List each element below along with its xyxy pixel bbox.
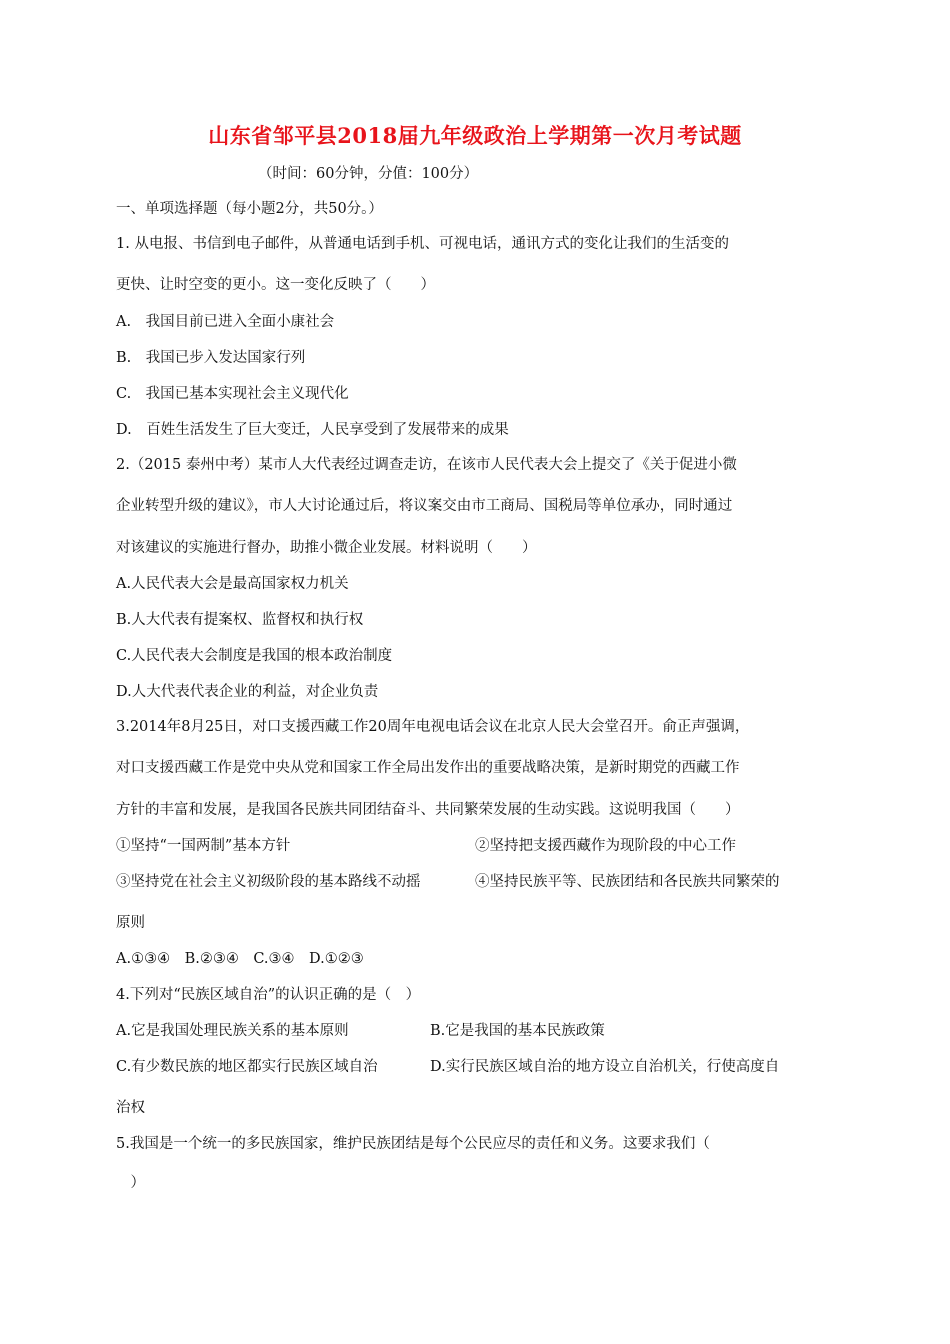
q3-answer-options: A.①③④ B.②③④ C.③④ D.①②③ <box>116 951 364 967</box>
q4-stem: 4.下列对“民族区域自治”的认识正确的是（ ） <box>116 987 421 1003</box>
q3-statement-2: ②坚持把支援西藏作为现阶段的中心工作 <box>475 838 736 854</box>
q3-stem-line1: 3.2014年8月25日，对口支援西藏工作20周年电视电话会议在北京人民大会堂召开。俞正声强调， <box>116 719 750 735</box>
q3-statement-1: ①坚持“一国两制”基本方针 <box>116 838 291 854</box>
q1-option-b: B. 我国已步入发达国家行列 <box>116 350 306 366</box>
q3-statement-4: ④坚持民族平等、民族团结和各民族共同繁荣的 <box>475 874 780 890</box>
q1-option-c: C. 我国已基本实现社会主义现代化 <box>116 386 349 402</box>
q3-stem-line2: 对口支援西藏工作是党中央从党和国家工作全局出发作出的重要战略决策，是新时期党的西藏工作 <box>116 760 740 776</box>
q2-stem-line1: 2.（2015 泰州中考）某市人大代表经过调查走访，在该市人民代表大会上提交了《关于促进小微 <box>116 457 737 473</box>
q1-option-d: D. 百姓生活发生了巨大变迁，人民享受到了发展带来的成果 <box>116 422 509 438</box>
q1-stem-line2: 更快、让时空变的更小。这一变化反映了（ ） <box>116 277 435 293</box>
q5-stem-line1: 5.我国是一个统一的多民族国家，维护民族团结是每个公民应尽的责任和义务。这要求我们（ <box>116 1136 710 1152</box>
section-heading: 一、单项选择题（每小题2分，共50分。） <box>116 201 383 217</box>
q2-stem-line3: 对该建议的实施进行督办，助推小微企业发展。材料说明（ ） <box>116 540 537 556</box>
q5-stem-line2: ） <box>116 1175 145 1191</box>
q2-option-a: A.人民代表大会是最高国家权力机关 <box>116 576 349 592</box>
q3-statement-3: ③坚持党在社会主义初级阶段的基本路线不动摇 <box>116 874 421 890</box>
q2-stem-line2: 企业转型升级的建议》，市人大讨论通过后，将议案交由市工商局、国税局等单位承办，同时通过 <box>116 498 733 514</box>
q2-option-d: D.人大代表代表企业的利益，对企业负责 <box>116 684 379 700</box>
q3-statement-4-cont: 原则 <box>116 915 145 931</box>
q2-option-c: C.人民代表大会制度是我国的根本政治制度 <box>116 648 393 664</box>
exam-time-score: （时间：60分钟，分值：100分） <box>258 166 479 182</box>
q3-stem-line3: 方针的丰富和发展，是我国各民族共同团结奋斗、共同繁荣发展的生动实践。这说明我国（ ） <box>116 802 740 818</box>
q4-option-a: A.它是我国处理民族关系的基本原则 <box>116 1023 349 1039</box>
q1-option-a: A. 我国目前已进入全面小康社会 <box>116 314 335 330</box>
document-title: 山东省邹平县2018届九年级政治上学期第一次月考试题 <box>208 123 742 148</box>
q1-stem-line1: 1. 从电报、书信到电子邮件，从普通电话到手机、可视电话，通讯方式的变化让我们的生活变的 <box>116 236 729 252</box>
q4-option-d: D.实行民族区域自治的地方设立自治机关，行使高度自 <box>430 1059 780 1075</box>
q4-option-b: B.它是我国的基本民族政策 <box>430 1023 605 1039</box>
q4-option-d-cont: 治权 <box>116 1100 145 1116</box>
q2-option-b: B.人大代表有提案权、监督权和执行权 <box>116 612 364 628</box>
q4-option-c: C.有少数民族的地区都实行民族区域自治 <box>116 1059 378 1075</box>
